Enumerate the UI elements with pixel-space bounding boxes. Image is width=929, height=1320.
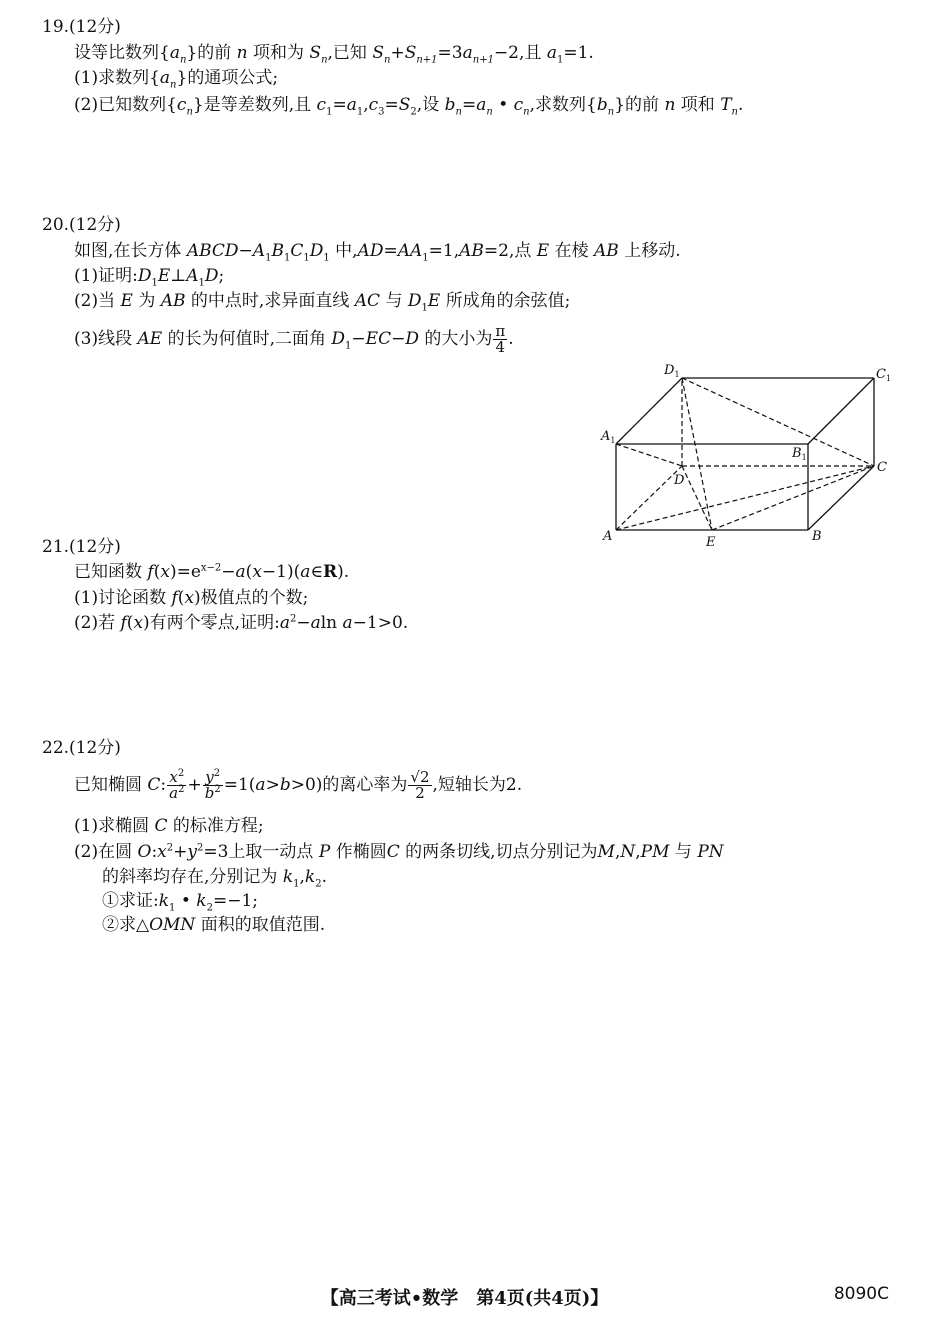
q21-part2: (2)若 f(x)有两个零点,证明$:a^2-aln$ a−1>0. bbox=[74, 613, 409, 633]
label-A1: $A_1$ bbox=[601, 429, 616, 445]
edge-A1D1 bbox=[616, 378, 682, 444]
label-D: D bbox=[674, 473, 685, 488]
label-B: B bbox=[812, 529, 822, 544]
label-B1: $B_1$ bbox=[792, 446, 807, 462]
sqrt2-over-2-fraction: $\frac{√2}{2}$ bbox=[410, 768, 430, 802]
segment-A1D bbox=[616, 444, 682, 466]
footer-title: 【高三考试•数学 第4页(共4页)】 bbox=[320, 1288, 609, 1309]
label-C1: $C_1$ bbox=[876, 367, 892, 383]
segment-EC bbox=[712, 466, 874, 530]
q20-part3: (3)线段 AE 的长为何值时,二面角 $D_1-EC-D$ 的大小为 $\frac{\pi}{4}$ . bbox=[74, 322, 514, 356]
cuboid-figure bbox=[598, 360, 898, 550]
label-A: A bbox=[603, 529, 613, 544]
q19-part2: (2)已知数列$\{c_n\}$是等差数列,且 $c_1=a_1,c_3=S_2$,设 $b_n=a_n$ • $c_n$,求数列$\{b_n\}$的前 n 项和 $T_n$. bbox=[74, 95, 744, 118]
footer-code: 8090C bbox=[833, 1284, 889, 1304]
edge-AD bbox=[616, 466, 682, 530]
label-E: E bbox=[706, 535, 716, 550]
q21-part1: (1)讨论函数 f(x)极值点的个数; bbox=[74, 588, 309, 608]
q22-part2: (2)在圆 $O:x^2+y^2=3$上取一动点 P 作椭圆C 的两条切线,切点分别记为M,N,PM 与 PN bbox=[74, 842, 724, 862]
edge-B1C1 bbox=[808, 378, 874, 444]
segment-D1E bbox=[682, 378, 712, 530]
q22-part2-cont: 的斜率均存在,分别记为 $k_1,k_2$. bbox=[102, 867, 327, 890]
segment-D1C bbox=[682, 378, 874, 466]
segment-AC bbox=[616, 466, 874, 530]
q22-sub1: ①求证$:k_1$ • $k_2=-1$; bbox=[102, 891, 258, 914]
q22-header: 22.(12分) bbox=[42, 738, 121, 758]
q22-sub2: ②求△OMN 面积的取值范围. bbox=[102, 915, 326, 935]
q20-stem: 如图,在长方体 $ABCD-A_1B_1C_1D_1$ 中$,AD=AA_1=1,AB=2$,点 E 在棱 AB 上移动. bbox=[74, 241, 681, 264]
q22-stem: 已知椭圆 C: $\frac{x^2}{a^2}$ + $\frac{y^2}{b^2}$ =1(a>b>0)的离心率为 $\frac{√2}{2}$ ,短轴长为2. bbox=[74, 768, 523, 802]
q19-header: 19.(12分) bbox=[42, 17, 121, 37]
pi-over-four-fraction: $\frac{\pi}{4}$ bbox=[495, 322, 506, 356]
q22-part1: (1)求椭圆 C 的标准方程; bbox=[74, 816, 264, 836]
q20-part2: (2)当 E 为 AB 的中点时,求异面直线 AC 与 $D_1E$ 所成角的余弦值; bbox=[74, 291, 571, 314]
q20-header: 20.(12分) bbox=[42, 215, 121, 235]
label-D1: $D_1$ bbox=[664, 363, 680, 379]
q19-part1: (1)求数列$\{a_n\}$的通项公式; bbox=[74, 68, 279, 91]
q19-stem: 设等比数列$\{a_n\}$的前 n 项和为 $S_n$,已知 $S_n+S_{n+1}=3a_{n+1}-2$,且 $a_1=1$. bbox=[74, 43, 594, 66]
q20-part1: (1)证明$:D_1E\perp A_1D$; bbox=[74, 266, 225, 289]
label-C: C bbox=[877, 460, 887, 475]
segment-DE bbox=[682, 466, 712, 530]
q21-stem: 已知函数 $f(x)=e^{x-2}-a(x-1)(a\in R)$. bbox=[74, 562, 350, 582]
edge-BC bbox=[808, 466, 874, 530]
q21-header: 21.(12分) bbox=[42, 537, 121, 557]
